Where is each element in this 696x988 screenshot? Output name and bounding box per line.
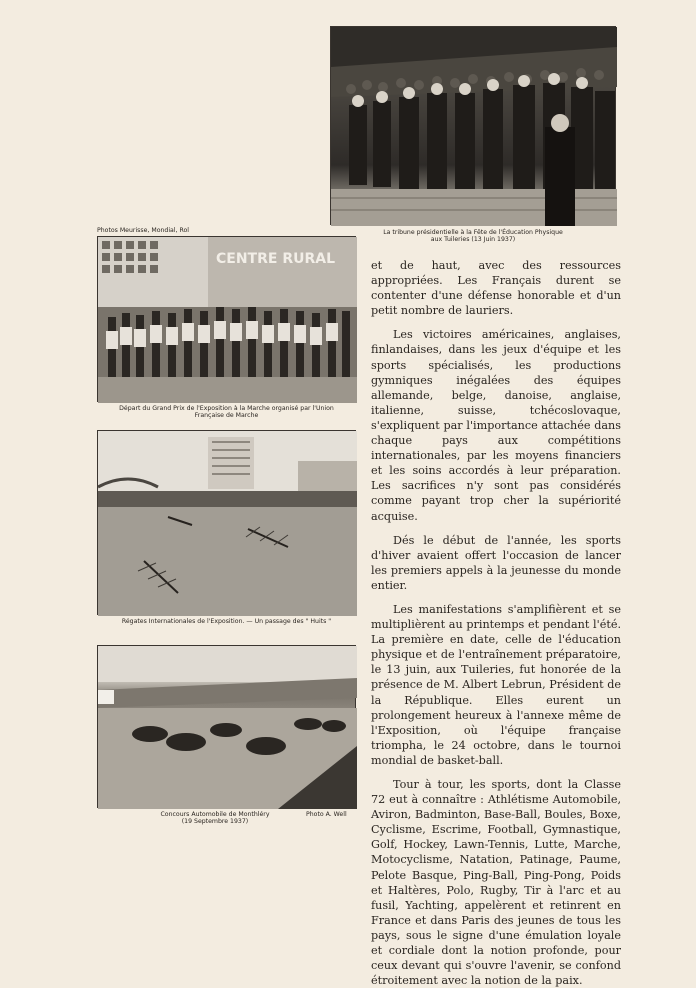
marche-photo <box>97 236 356 402</box>
article-paragraph: Les manifestations s'amplifièrent et se multiplièrent au printemps et pendant l'été. La première en date, celle de l'éducation physique et de l'entraînement préparatoire, le 13 juin, aux Tuileries, fut honorée de la présence de M. Albert Lebrun, Président de la République. Elles eurent un prolongement heureux à l'annexe même de l'Exposition, où l'équipe française triompha, le 24 octobre, dans le tournoi mondial de basket-ball. <box>371 602 621 767</box>
tribune-caption <box>350 229 596 244</box>
auto-caption-line-1: Concours Automobile de Monthléry <box>160 811 270 818</box>
article-paragraph: Les victoires américaines, anglaises, finlandaises, dans les jeux d'équipe et les sports spécialisés, les productions gymniques inégalées des équipes allemande, belge, danoise, anglaise, italienne, suisse, tchécoslovaque, s'expliquent par l'importance attachée dans chaque pays aux compétitions internationales, par les moyens financiers et les soins accordés à leur préparation. Les sacrifices n'y sont pas considérés comme payant trop cher la supériorité acquise. <box>371 328 621 523</box>
tribune-caption-line-2: aux Tuileries (13 Juin 1937) <box>430 236 516 244</box>
article-paragraph: et de haut, avec des ressources appropriées. Les Français durent se contenter d'une défense honorable et d'un petit nombre de lauriers. <box>371 259 621 318</box>
auto-caption <box>140 811 290 826</box>
auto-photo-illustration <box>98 646 357 809</box>
auto-photo <box>97 645 356 808</box>
article-body <box>371 258 621 988</box>
article-paragraph: Tour à tour, les sports, dont la Classe 72 eut à connaître : Athlétisme Automobile, Aviron, Badminton, Base-Ball, Boules, Boxe, Cyclisme, Escrime, Football, Gymnastique, Golf, Hockey, Lawn-Tennis, Lutte, Marche, Motocyclisme, Natation, Patinage, Paume, Pelote Basque, Ping-Ball, Ping-Pong, Poids et Haltères, Polo, Rugby, Tir à l'arc et au fusil, Yachting, appelèrent et retinrent en France et dans Paris des jeunes de tous les pays, sous le signe d'une émulation loyale et cordiale dont la notion profonde, pour ceux devant qui s'ouvre l'avenir, se confond étroitement avec la notion de la paix. <box>371 778 621 988</box>
article-paragraph: Dés le début de l'année, les sports d'hiver avaient offert l'occasion de lancer les premiers appels à la jeunesse du monde entier. <box>371 533 621 592</box>
tribune-photo <box>330 26 616 225</box>
marche-caption <box>97 405 356 420</box>
marche-photo-illustration <box>98 237 357 403</box>
marche-sign: CENTRE RURAL <box>216 251 336 267</box>
photo-credit-top: Photos Meurisse, Mondial, Rol <box>97 227 190 234</box>
regates-photo-illustration <box>98 431 357 616</box>
auto-caption-line-2: (19 Septembre 1937) <box>181 818 249 826</box>
tribune-photo-illustration <box>331 27 617 226</box>
regates-caption: Régates Internationales de l'Exposition. — Un passage des " Huits " <box>121 618 332 625</box>
auto-photo-credit: Photo A. Well <box>306 811 347 818</box>
marche-caption-line-2: Française de Marche <box>194 412 259 420</box>
marche-caption-line-1: Départ du Grand Prix de l'Exposition à la Marche organisé par l'Union <box>119 405 334 412</box>
regates-photo <box>97 430 356 615</box>
tribune-caption-line-1: La tribune présidentielle à la Fête de l'Éducation Physique <box>383 229 563 236</box>
